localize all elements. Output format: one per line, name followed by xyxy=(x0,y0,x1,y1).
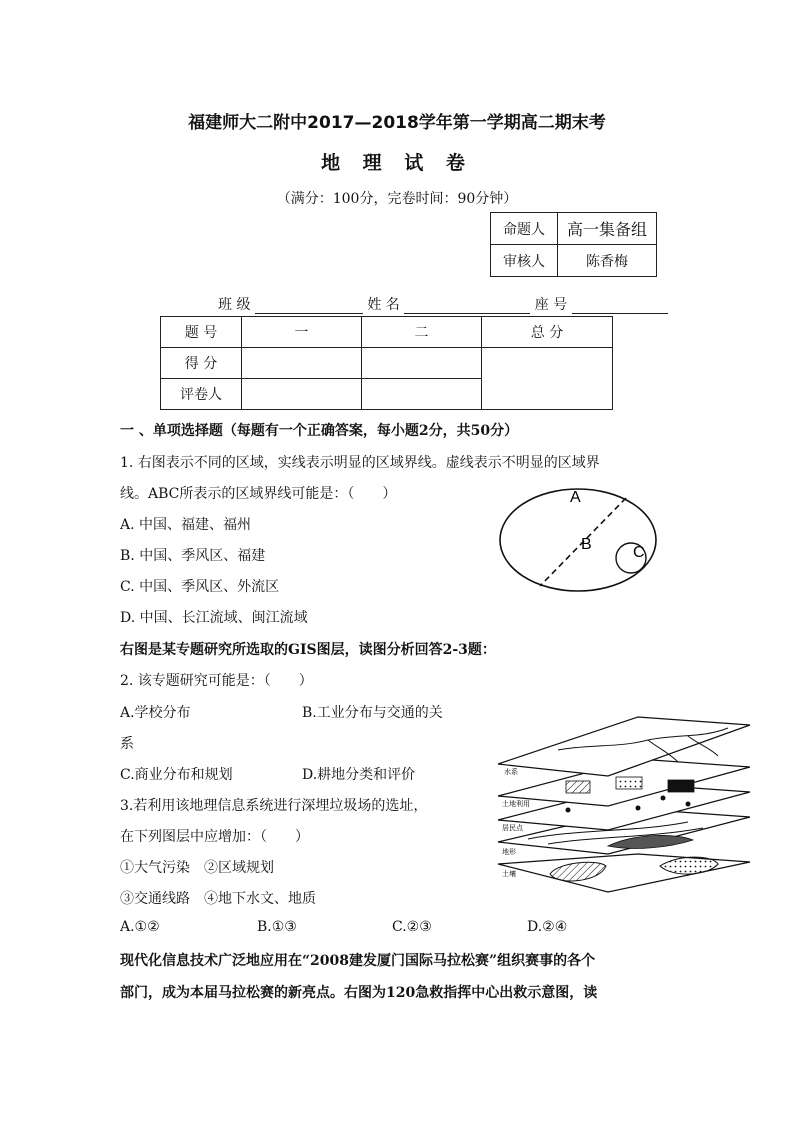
region-boundary-figure xyxy=(490,480,670,600)
score-row-label: 得 分 xyxy=(161,348,242,379)
q1-option-c: C. 中国、季风区、外流区 xyxy=(120,579,280,595)
name-field[interactable] xyxy=(404,299,530,314)
subject-title: 地 理 试 卷 xyxy=(321,152,473,174)
svg-text:地形: 地形 xyxy=(502,848,516,856)
q3-stem-line2: 在下列图层中应增加：（ ） xyxy=(120,829,309,845)
reviewer-value: 陈香梅 xyxy=(558,245,657,277)
exam-info: （满分：100分，完卷时间：90分钟） xyxy=(276,191,518,207)
author-label: 命题人 xyxy=(491,213,558,245)
q3-option-b: B.①③ xyxy=(257,919,297,935)
label-a: A xyxy=(570,489,581,506)
grader-row-label: 评卷人 xyxy=(161,379,242,410)
class-field[interactable] xyxy=(255,299,363,314)
q3-items-row1: ①大气污染 ②区域规划 xyxy=(120,860,274,876)
score-header-part1: 一 xyxy=(242,317,362,348)
q1-stem-line1: 1. 右图表示不同的区域，实线表示明显的区域界线。虚线表示不明显的区域界 xyxy=(120,455,600,471)
q2-option-b: B.工业分布与交通的关 xyxy=(302,705,443,721)
author-table xyxy=(490,212,657,277)
grader-cell[interactable] xyxy=(242,379,362,410)
q1-option-d: D. 中国、长江流域、闽江流域 xyxy=(120,610,308,626)
svg-text:土地利用: 土地利用 xyxy=(502,800,530,808)
q3-stem-line1: 3.若利用该地理信息系统进行深埋垃圾场的选址， xyxy=(120,798,428,814)
seat-field[interactable] xyxy=(572,299,668,314)
gis-layer-soil xyxy=(498,854,750,892)
svg-text:居民点: 居民点 xyxy=(502,824,523,832)
reviewer-label: 审核人 xyxy=(491,245,558,277)
q1-option-b: B. 中国、季风区、福建 xyxy=(120,548,266,564)
label-b: B xyxy=(581,536,592,553)
student-info xyxy=(218,294,668,314)
svg-text:土壤: 土壤 xyxy=(502,870,516,878)
seat-label: 座 号 xyxy=(534,297,568,313)
score-total-cell[interactable] xyxy=(482,348,613,410)
q2-option-a: A.学校分布 xyxy=(120,705,191,721)
author-value: 高一集备组 xyxy=(558,213,657,245)
score-header-total: 总 分 xyxy=(482,317,613,348)
grader-cell[interactable] xyxy=(362,379,482,410)
score-cell[interactable] xyxy=(362,348,482,379)
score-header-part2: 二 xyxy=(362,317,482,348)
score-table xyxy=(160,316,613,410)
q2-option-d: D.耕地分类和评价 xyxy=(302,767,416,783)
q2-stem: 2. 该专题研究可能是：（ ） xyxy=(120,673,313,689)
exam-title: 福建师大二附中2017—2018学年第一学期高二期末考 xyxy=(188,113,606,133)
q1-option-a: A. 中国、福建、福州 xyxy=(120,517,252,533)
q2-option-c: C.商业分布和规划 xyxy=(120,767,233,783)
class-label: 班 级 xyxy=(218,297,251,313)
q2-option-b-cont: 系 xyxy=(120,736,134,752)
label-c: C xyxy=(633,544,645,561)
gis-layers-figure xyxy=(488,714,760,896)
q1-stem-line2: 线。ABC所表示的区域界线可能是：（ ） xyxy=(120,486,397,502)
score-header-qno: 题 号 xyxy=(161,317,242,348)
svg-text:水系: 水系 xyxy=(504,768,518,776)
name-label: 姓 名 xyxy=(367,297,400,313)
gis-intro: 右图是某专题研究所选取的GIS图层，读图分析回答2-3题： xyxy=(120,642,496,658)
marathon-intro-line1: 现代化信息技术广泛地应用在“2008建发厦门国际马拉松赛”组织赛事的各个 xyxy=(120,953,596,969)
marathon-intro-line2: 部门，成为本届马拉松赛的新亮点。右图为120急救指挥中心出救示意图，读 xyxy=(120,985,598,1001)
q3-option-a: A.①② xyxy=(120,919,160,935)
q3-items-row2: ③交通线路 ④地下水文、地质 xyxy=(120,891,316,907)
score-cell[interactable] xyxy=(242,348,362,379)
q3-option-c: C.②③ xyxy=(392,919,432,935)
section1-heading: 一 、单项选择题（每题有一个正确答案，每小题2分，共50分） xyxy=(120,423,519,439)
q3-option-d: D.②④ xyxy=(527,919,568,935)
